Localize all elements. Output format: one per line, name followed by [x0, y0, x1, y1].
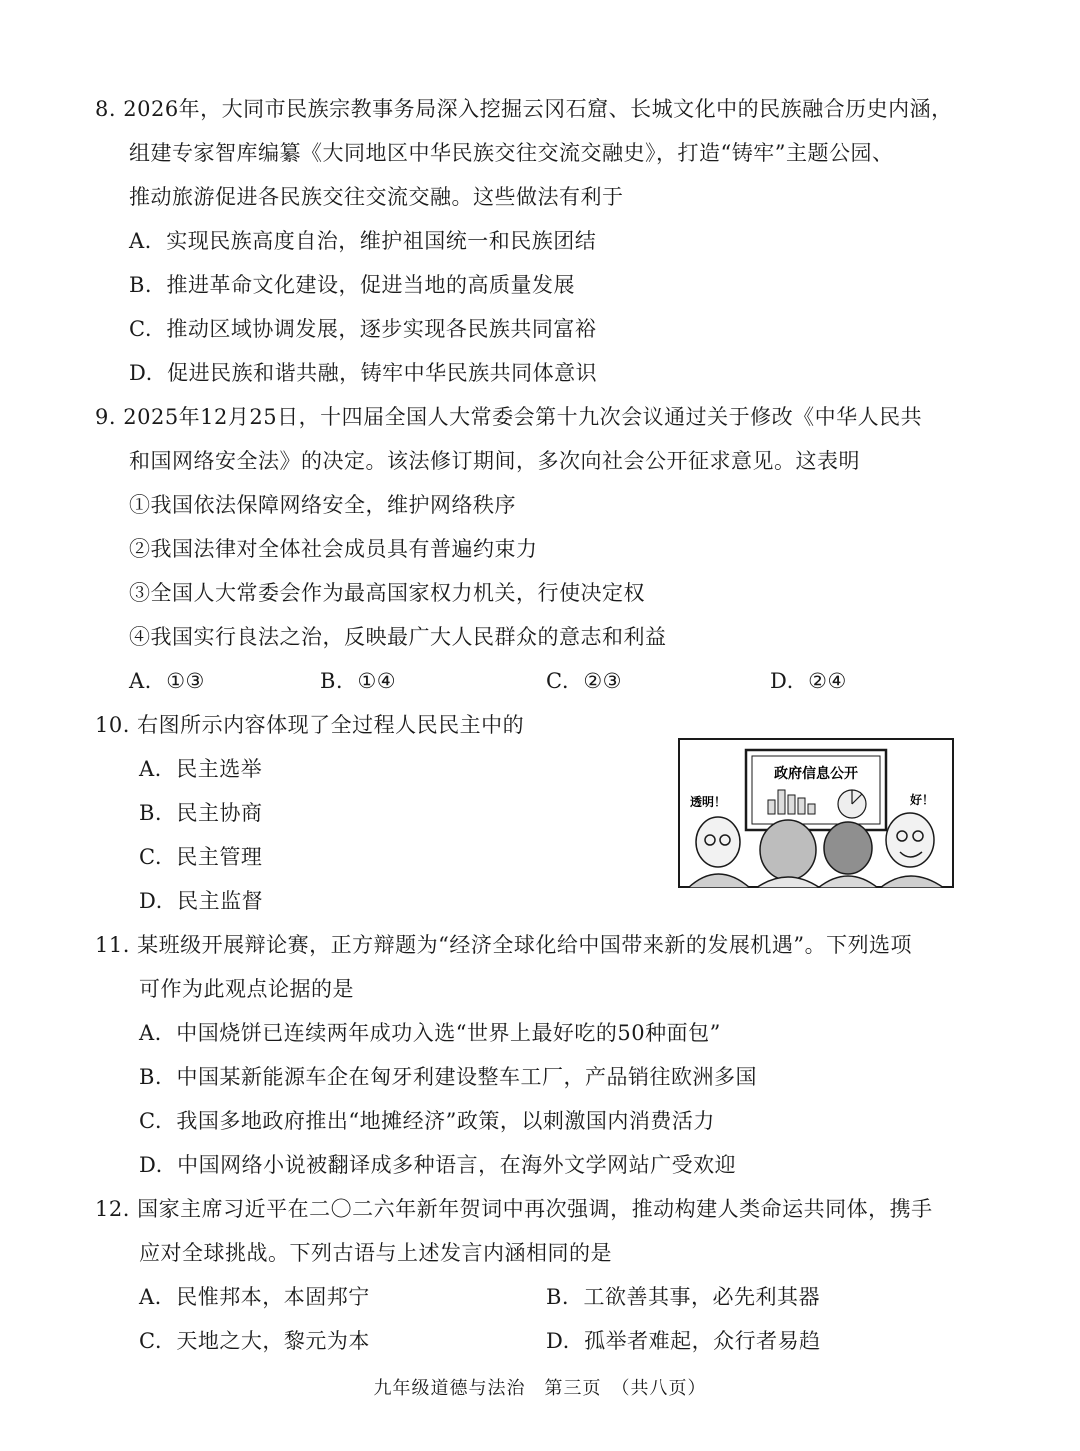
- q8-option-d: [129, 358, 597, 388]
- q10-option-b: [139, 798, 262, 828]
- q12-stem-line-1: [95, 1194, 933, 1224]
- q10-stem-line-1: [95, 710, 524, 740]
- q12-option-d-letter: D.: [546, 1329, 570, 1353]
- q8-option-c: [129, 314, 596, 344]
- q10-option-a: [139, 754, 262, 784]
- q12-stem-line-2: 应对全球挑战。下列古语与上述发言内涵相同的是: [139, 1241, 612, 1265]
- q10-option-a-letter: A.: [139, 757, 162, 781]
- q11-option-d-text: 中国网络小说被翻译成多种语言，在海外文学网站广受欢迎: [177, 1153, 737, 1177]
- q9-statement-2: ②我国法律对全体社会成员具有普遍约束力: [129, 537, 538, 561]
- q12-option-b: [546, 1282, 820, 1312]
- q8-option-b-text: 推进革命文化建设，促进当地的高质量发展: [166, 273, 575, 297]
- q9-stem-line-1: [95, 402, 922, 432]
- board-title: 政府信息公开: [774, 766, 858, 782]
- q9-number: 9.: [95, 405, 117, 429]
- q12-option-a-letter: A.: [139, 1285, 162, 1309]
- q12-option-a-text: 民惟邦本，本固邦宁: [176, 1285, 370, 1309]
- q9-option-d-letter: D.: [770, 669, 794, 693]
- q10-option-b-text: 民主协商: [176, 801, 263, 825]
- q8-option-a-text: 实现民族高度自治，维护祖国统一和民族团结: [166, 229, 597, 253]
- q11-option-a-letter: A.: [139, 1021, 162, 1045]
- q8-option-c-letter: C.: [129, 317, 152, 341]
- q8-option-b-letter: B.: [129, 273, 153, 297]
- q12-option-b-letter: B.: [546, 1285, 570, 1309]
- board-pie-chart-icon: [838, 790, 866, 818]
- q10-stem-text-1: 右图所示内容体现了全过程人民民主中的: [137, 713, 525, 737]
- q12-option-c-letter: C.: [139, 1329, 162, 1353]
- q9-stem-text-1: 2025年12月25日，十四届全国人大常委会第十九次会议通过关于修改《中华人民共: [123, 405, 923, 429]
- q9-option-a-letter: A.: [129, 669, 152, 693]
- q11-stem-text-1: 某班级开展辩论赛，正方辩题为“经济全球化给中国带来新的发展机遇”。下列选项: [137, 933, 913, 957]
- q9-option-b: [320, 666, 396, 696]
- q9-statement-4: ④我国实行良法之治，反映最广大人民群众的意志和利益: [129, 625, 667, 649]
- q11-option-c-letter: C.: [139, 1109, 162, 1133]
- q10-option-d-letter: D.: [139, 889, 163, 913]
- q11-option-b: [139, 1062, 757, 1092]
- q11-number: 11.: [95, 933, 130, 957]
- q10-option-b-letter: B.: [139, 801, 163, 825]
- page-footer: 九年级道德与法治 第三页 （共八页）: [373, 1378, 707, 1399]
- q12-option-b-text: 工欲善其事，必先利其器: [583, 1285, 820, 1309]
- q8-stem-line-3: 推动旅游促进各民族交往交流交融。这些做法有利于: [129, 185, 624, 209]
- q11-stem-line-2: 可作为此观点论据的是: [139, 977, 354, 1001]
- q9-option-a-text: ①③: [166, 669, 205, 693]
- q10-option-c-letter: C.: [139, 845, 162, 869]
- q8-number: 8.: [95, 97, 117, 121]
- q12-option-a: [139, 1282, 370, 1312]
- q9-stem-line-2: 和国网络安全法》的决定。该法修订期间，多次向社会公开征求意见。这表明: [129, 449, 860, 473]
- q11-option-d: [139, 1150, 736, 1180]
- q12-option-d-text: 孤举者难起，众行者易趋: [584, 1329, 821, 1353]
- q10-option-c: [139, 842, 262, 872]
- q8-stem-line-1: [95, 94, 953, 124]
- right-speech: 好！: [910, 793, 935, 807]
- q11-option-a: [139, 1018, 721, 1048]
- q10-illustration: [678, 738, 954, 888]
- q8-option-c-text: 推动区域协调发展，逐步实现各民族共同富裕: [166, 317, 597, 341]
- q10-option-d-text: 民主监督: [177, 889, 264, 913]
- q11-option-c: [139, 1106, 715, 1136]
- q11-option-a-text: 中国烧饼已连续两年成功入选“世界上最好吃的50种面包”: [176, 1021, 721, 1045]
- q10-number: 10.: [95, 713, 130, 737]
- q12-option-d: [546, 1326, 821, 1356]
- q8-option-a-letter: A.: [129, 229, 152, 253]
- q9-option-d: [770, 666, 847, 696]
- q11-option-c-text: 我国多地政府推出“地摊经济”政策，以刺激国内消费活力: [176, 1109, 715, 1133]
- q12-option-c-text: 天地之大，黎元为本: [176, 1329, 370, 1353]
- left-speech: 透明！: [690, 795, 727, 809]
- q9-option-c: [546, 666, 622, 696]
- q8-option-a: [129, 226, 596, 256]
- q8-stem-text-1: 2026年，大同市民族宗教事务局深入挖掘云冈石窟、长城文化中的民族融合历史内涵，: [123, 97, 953, 121]
- q10-option-c-text: 民主管理: [176, 845, 263, 869]
- q10-option-d: [139, 886, 263, 916]
- q10-option-a-text: 民主选举: [176, 757, 263, 781]
- q12-stem-text-1: 国家主席习近平在二〇二六年新年贺词中再次强调，推动构建人类命运共同体，携手: [137, 1197, 933, 1221]
- q9-option-b-text: ①④: [357, 669, 397, 693]
- q8-option-d-letter: D.: [129, 361, 153, 385]
- q11-option-d-letter: D.: [139, 1153, 163, 1177]
- q9-option-c-text: ②③: [583, 669, 623, 693]
- q9-option-c-letter: C.: [546, 669, 569, 693]
- q11-option-b-text: 中国某新能源车企在匈牙利建设整车工厂，产品销往欧洲多国: [176, 1065, 757, 1089]
- q9-option-b-letter: B.: [320, 669, 344, 693]
- q11-stem-line-1: [95, 930, 912, 960]
- q9-option-a: [129, 666, 205, 696]
- info-board: [746, 750, 886, 830]
- q8-option-b: [129, 270, 575, 300]
- q9-statement-3: ③全国人大常委会作为最高国家权力机关，行使决定权: [129, 581, 645, 605]
- q9-statement-1: ①我国依法保障网络安全，维护网络秩序: [129, 493, 516, 517]
- q8-option-d-text: 促进民族和谐共融，铸牢中华民族共同体意识: [167, 361, 598, 385]
- q8-stem-line-2: 组建专家智库编纂《大同地区中华民族交往交流交融史》，打造“铸牢”主题公园、: [129, 141, 894, 165]
- q12-number: 12.: [95, 1197, 130, 1221]
- q11-option-b-letter: B.: [139, 1065, 163, 1089]
- q9-option-d-text: ②④: [808, 669, 847, 693]
- q12-option-c: [139, 1326, 370, 1356]
